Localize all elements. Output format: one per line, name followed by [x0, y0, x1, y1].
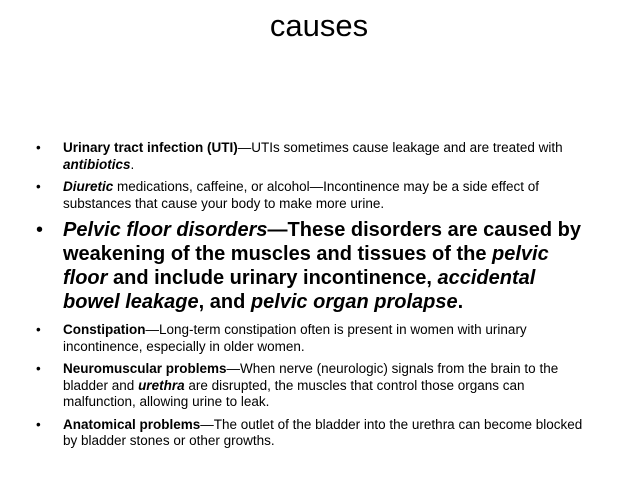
item-text: are disrupted, the muscles that control those organs can malfunction, allowing urine to leak.	[63, 377, 525, 409]
bullet-list	[36, 140, 596, 456]
item-term: Urinary tract infection (UTI)	[63, 140, 238, 155]
item-emphasis: accidental bowel leakage	[63, 267, 536, 313]
item-text: —When nerve (neurologic) signals from the brain to the bladder and	[63, 361, 559, 393]
bullet-icon: •	[36, 179, 41, 194]
list-item	[36, 140, 596, 173]
item-term: Diuretic	[63, 179, 114, 194]
bullet-icon: •	[36, 140, 41, 155]
item-emphasis: pelvic floor	[63, 243, 549, 289]
list-item	[36, 179, 596, 212]
list-item	[36, 417, 596, 450]
slide-title: causes	[269, 8, 369, 43]
bullet-icon: •	[36, 416, 41, 432]
list-item	[36, 322, 596, 355]
item-term: Constipation	[63, 322, 146, 337]
item-text: —UTIs sometimes cause leakage and are treated with	[237, 140, 563, 155]
item-text: , and	[198, 291, 251, 313]
bullet-icon: •	[36, 361, 41, 376]
item-term: Pelvic floor disorders	[63, 219, 268, 241]
list-item	[36, 218, 596, 314]
item-emphasis: pelvic organ prolapse	[250, 291, 458, 313]
item-emphasis: antibiotics	[63, 156, 131, 172]
bullet-icon: •	[36, 219, 44, 241]
item-text: .	[457, 291, 464, 313]
item-text: —These disorders are caused by weakening of the muscles and tissues of the	[63, 219, 581, 265]
item-text: —The outlet of the bladder into the urethra can become blocked by bladder stones or other growths.	[63, 416, 583, 448]
item-term: Neuromuscular problems	[63, 361, 227, 376]
item-text: —Long-term constipation often is present in women with urinary incontinence, especially in older women.	[63, 322, 527, 354]
item-emphasis: urethra	[138, 377, 185, 393]
item-text: medications, caffeine, or alcohol—Incontinence may be a side effect of substances that cause your body to make more urine.	[63, 179, 540, 211]
item-term: Anatomical problems	[63, 416, 201, 432]
bullet-icon: •	[36, 322, 41, 337]
item-text: and include urinary incontinence,	[107, 267, 438, 289]
item-text: .	[130, 156, 135, 172]
list-item	[36, 361, 596, 411]
